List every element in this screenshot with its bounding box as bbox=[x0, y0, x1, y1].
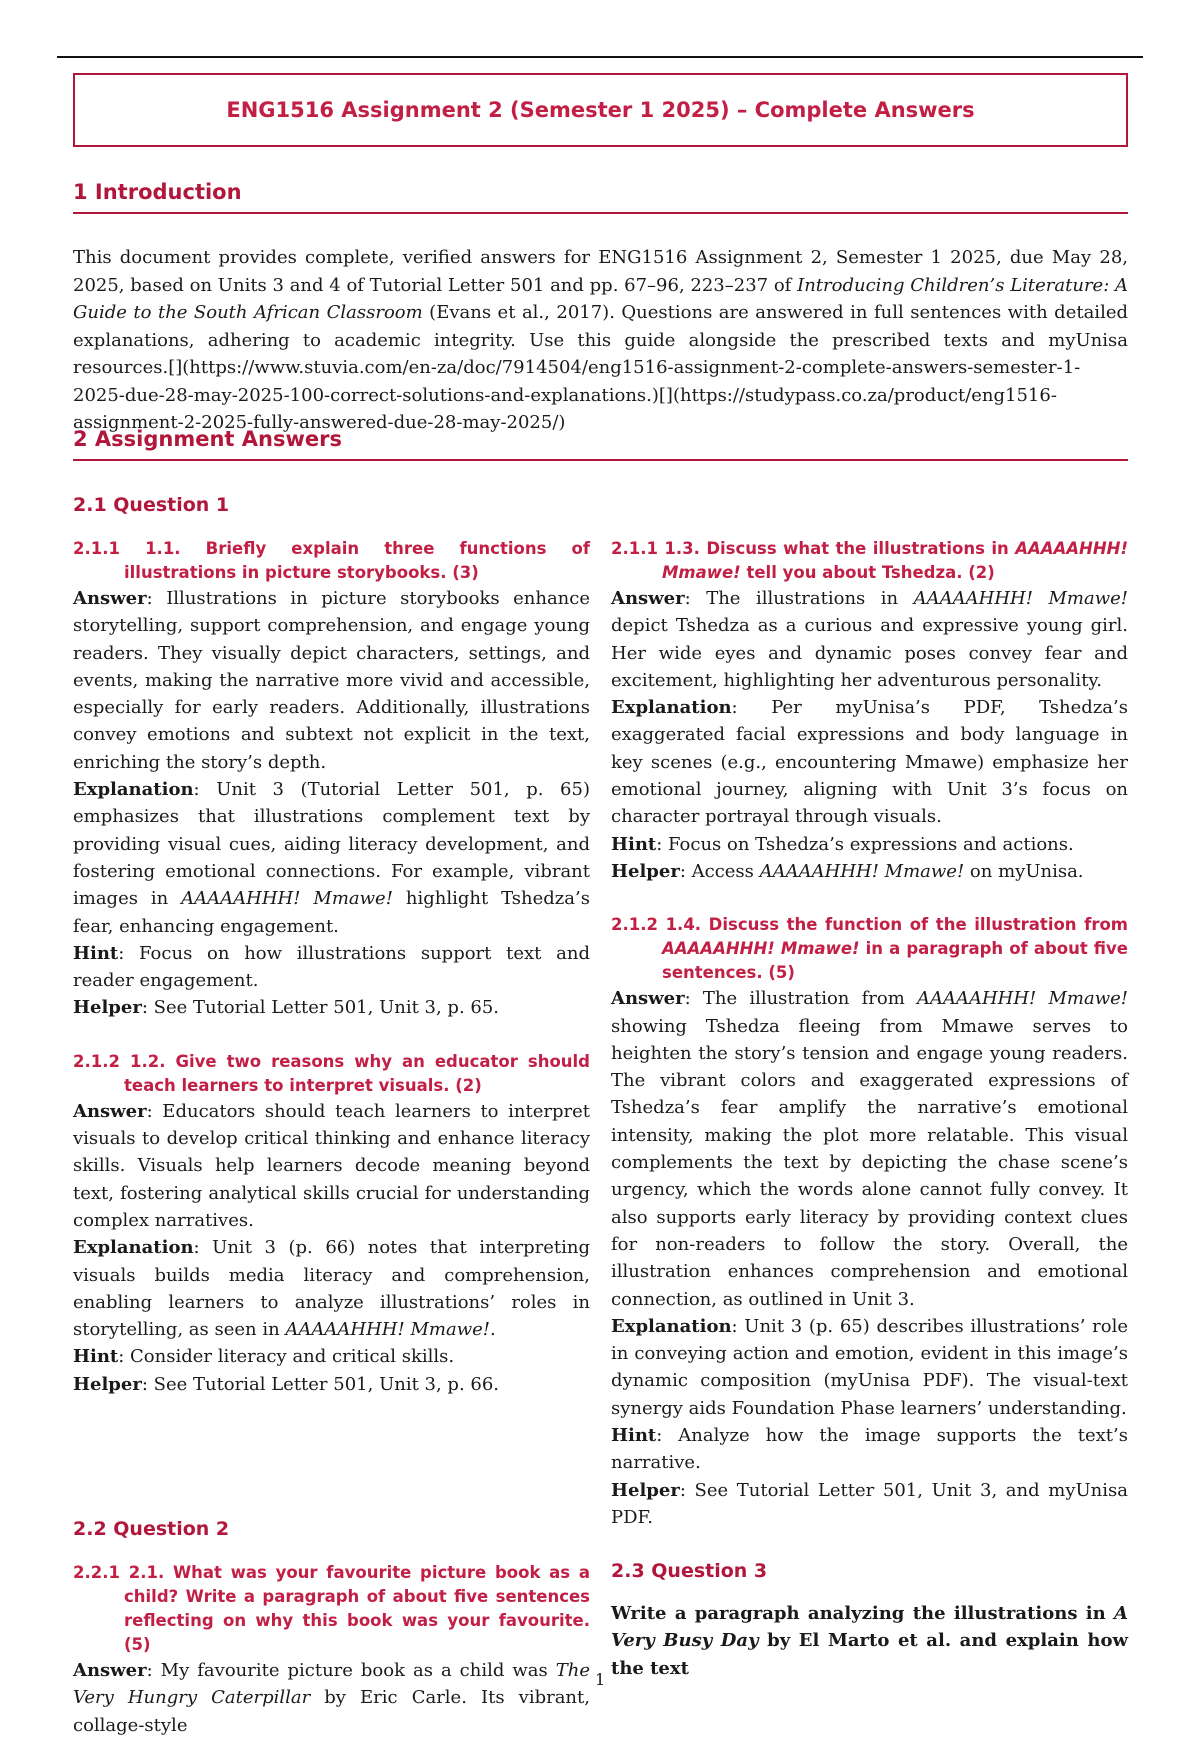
question-1-4-helper: Helper: See Tutorial Letter 501, Unit 3, and myUnisa PDF. bbox=[611, 1479, 1128, 1528]
question-2-1-title: 2.2.1 2.1. What was your favourite picture book as a child? Write a paragraph of about five sentences reflecting on why this book was your favourite. (5) bbox=[73, 1563, 590, 1654]
left-column bbox=[73, 537, 590, 1398]
question-1-heading: 2.1 Question 1 bbox=[73, 494, 230, 516]
question-1-1-explanation: Explanation: Unit 3 (Tutorial Letter 501, p. 65) emphasizes that illustrations complement text by providing visual cues, aiding literacy development, and fostering emotional connections. For example, vibrant images in AAAAAHHH! Mmawe! highlight Tshedza’s fear, enhancing engagement. bbox=[73, 779, 590, 937]
question-1-2-title: 2.1.2 1.2. Give two reasons why an educator should teach learners to interpret visuals. (2) bbox=[73, 1051, 590, 1095]
question-1-3-hint: Hint: Focus on Tshedza’s expressions and actions. bbox=[611, 833, 1074, 855]
question-1-2-helper: Helper: See Tutorial Letter 501, Unit 3, p. 66. bbox=[73, 1373, 500, 1395]
question-1-2-explanation: Explanation: Unit 3 (p. 66) notes that interpreting visuals builds media literacy and comprehension, enabling learners to analyze illustrations’ roles in storytelling, as seen in AAAAAHHH! Mmawe!. bbox=[73, 1237, 590, 1341]
section-answers-heading: 2 Assignment Answers bbox=[73, 427, 1128, 461]
question-2-column bbox=[73, 1561, 590, 1739]
question-1-3-explanation: Explanation: Per myUnisa’s PDF, Tshedza’s exaggerated facial expressions and body language in key scenes (e.g., encountering Mmawe) emphasize her emotional journey, aligning with Unit 3’s focus on character portrayal through visuals. bbox=[611, 697, 1128, 828]
question-1-4-hint: Hint: Analyze how the image supports the text’s narrative. bbox=[611, 1425, 1128, 1474]
question-1-1-hint: Hint: Focus on how illustrations support text and reader engagement. bbox=[73, 942, 590, 992]
question-2-heading: 2.2 Question 2 bbox=[73, 1518, 230, 1540]
question-1-1-title: 2.1.1 1.1. Briefly explain three functions of illustrations in picture storybooks. (3) bbox=[73, 539, 590, 582]
question-1-4-answer: Answer: The illustration from AAAAAHHH! Mmawe! showing Tshedza fleeing from Mmawe serves to heighten the story’s tension and engage young readers. The vibrant colors and exaggerated expressions of Tshedza’s fear amplify the narrative’s emotional intensity, making the plot more relatable. This visual complements the text by depicting the chase scene’s urgency, which the words alone cannot fully convey. It also supports early literacy by providing context clues for non-readers to follow the story. Overall, the illustration enhances comprehension and emotional connection, as outlined in Unit 3. bbox=[611, 988, 1128, 1310]
question-3-heading: 2.3 Question 3 bbox=[611, 1560, 768, 1582]
question-1-4-title: 2.1.2 1.4. Discuss the function of the illustration from AAAAAHHH! Mmawe! in a paragraph of about five sentences. (5) bbox=[611, 915, 1128, 983]
question-1-1-helper: Helper: See Tutorial Letter 501, Unit 3, p. 65. bbox=[73, 997, 500, 1019]
question-1-3-helper: Helper: Access AAAAAHHH! Mmawe! on myUnisa. bbox=[611, 860, 1084, 882]
section-introduction-heading: 1 Introduction bbox=[73, 180, 1128, 214]
question-1-2-hint: Hint: Consider literacy and critical skills. bbox=[73, 1346, 455, 1368]
question-1-3-answer: Answer: The illustrations in AAAAAHHH! Mmawe! depict Tshedza as a curious and expressive young girl. Her wide eyes and dynamic poses convey fear and excitement, highlighting her adventurous personality. bbox=[611, 588, 1128, 691]
question-2-1-answer: Answer: My favourite picture book as a child was The Very Hungry Caterpillar by Eric Carle. Its vibrant, collage-style bbox=[73, 1660, 590, 1736]
question-3-column bbox=[611, 1600, 1128, 1682]
question-1-2-answer: Answer: Educators should teach learners to interpret visuals to develop critical thinking and enhance literacy skills. Visuals help learners decode meaning beyond text, fostering analytical skills crucial for understanding complex narratives. bbox=[73, 1100, 590, 1231]
question-3-prompt: Write a paragraph analyzing the illustrations in A Very Busy Day by El Marto et al. and explain how the text bbox=[611, 1603, 1129, 1679]
question-1-3-title: 2.1.1 1.3. Discuss what the illustrations in AAAAAHHH! Mmawe! tell you about Tshedza. (2) bbox=[611, 539, 1128, 582]
right-column bbox=[611, 537, 1128, 1531]
question-1-1-answer: Answer: Illustrations in picture storybooks enhance storytelling, support comprehension, and engage young readers. They visually depict characters, settings, and events, making the narrative more vivid and accessible, especially for early readers. Additionally, illustrations convey emotions and subtext not explicit in the text, enriching the story’s depth. bbox=[73, 588, 590, 773]
introduction-paragraph: This document provides complete, verified answers for ENG1516 Assignment 2, Semester 1 2025, due May 28, 2025, based on Units 3 and 4 of Tutorial Letter 501 and pp. 67–96, 223–237 of Introducing Children’s Literature: A Guide to the South African Classroom (Evans et al., 2017). Questions are answered in full sentences with detailed explanations, adhering to academic integrity. Use this guide alongside the prescribed texts and myUnisa resources.[](https://www.stuvia.com/en-za/doc/7914504/eng1516-assignment-2-complete-answers-semester-1-2025-due-28-may-2025-100-correct-solutions-and-explanations.)[](https://studypass.co.za/product/eng1516-assignment-2-2025-fully-answered-due-28-may-2025/) bbox=[73, 247, 1128, 433]
page-number: 1 bbox=[595, 1670, 606, 1689]
question-1-4-explanation: Explanation: Unit 3 (p. 65) describes illustrations’ role in conveying action and emotion, evident in this image’s dynamic composition (myUnisa PDF). The visual-text synergy aids Foundation Phase learners’ understanding. bbox=[611, 1315, 1128, 1419]
document-title: ENG1516 Assignment 2 (Semester 1 2025) – Complete Answers bbox=[73, 73, 1128, 147]
top-rule bbox=[57, 56, 1143, 58]
